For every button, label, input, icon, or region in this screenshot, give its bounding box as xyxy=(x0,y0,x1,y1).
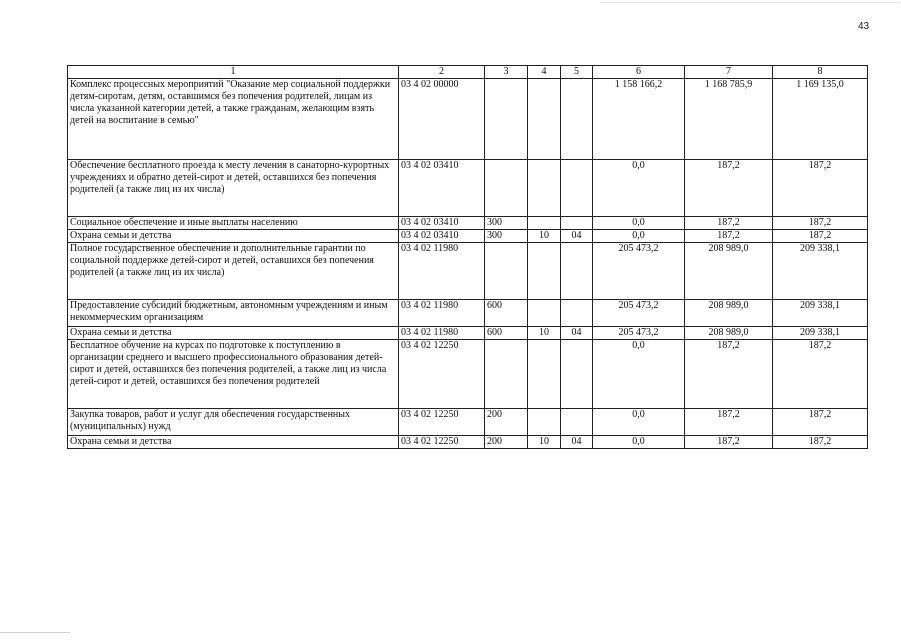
row-subsection xyxy=(561,160,593,217)
row-section xyxy=(528,340,561,409)
row-section xyxy=(528,160,561,217)
row-value-8: 187,2 xyxy=(773,340,868,409)
row-value-6: 205 473,2 xyxy=(593,300,685,327)
row-section: 10 xyxy=(528,436,561,449)
row-name: Полное государственное обеспечение и дополнительные гарантии по социальной поддержке детей-сирот и детей, оставшихся без попечения родителей (а также лиц из их числа) xyxy=(68,243,399,300)
row-subsection xyxy=(561,243,593,300)
column-header-4: 4 xyxy=(528,66,561,79)
row-value-6: 205 473,2 xyxy=(593,243,685,300)
column-header-6: 6 xyxy=(593,66,685,79)
row-value-8: 187,2 xyxy=(773,436,868,449)
page-number: 43 xyxy=(858,21,870,32)
row-expense-type xyxy=(485,160,528,217)
row-subsection xyxy=(561,340,593,409)
row-name: Охрана семьи и детства xyxy=(68,230,399,243)
row-value-8: 1 169 135,0 xyxy=(773,79,868,160)
row-value-6: 205 473,2 xyxy=(593,327,685,340)
row-value-8: 209 338,1 xyxy=(773,243,868,300)
row-subsection: 04 xyxy=(561,436,593,449)
column-header-1: 1 xyxy=(68,66,399,79)
row-name: Закупка товаров, работ и услуг для обеспечения государственных (муниципальных) нужд xyxy=(68,409,399,436)
table-row xyxy=(68,230,868,243)
row-value-6: 1 158 166,2 xyxy=(593,79,685,160)
table-row xyxy=(68,79,868,160)
scan-edge-mark xyxy=(0,632,70,633)
table-row xyxy=(68,327,868,340)
row-code: 03 4 02 03410 xyxy=(399,160,485,217)
row-value-7: 208 989,0 xyxy=(685,300,773,327)
row-value-7: 187,2 xyxy=(685,436,773,449)
row-name: Бесплатное обучение на курсах по подготовке к поступлению в организации среднего и высшего профессионального образования детей-сирот и детей, оставшихся без попечения родителей, а также лиц из числа детей-сирот и детей, оставшихся без попечения родителей xyxy=(68,340,399,409)
row-value-7: 187,2 xyxy=(685,160,773,217)
row-name: Комплекс процессных мероприятий "Оказание мер социальной поддержки детям-сиротам, детям, оставшимся без попечения родителей, лицам из числа указанной категории детей, а также гражданам, желающим взять детей на воспитание в семью" xyxy=(68,79,399,160)
row-name: Охрана семьи и детства xyxy=(68,327,399,340)
row-value-6: 0,0 xyxy=(593,340,685,409)
row-subsection: 04 xyxy=(561,230,593,243)
row-section xyxy=(528,300,561,327)
row-code: 03 4 02 03410 xyxy=(399,230,485,243)
budget-table xyxy=(67,65,868,449)
column-header-2: 2 xyxy=(399,66,485,79)
row-value-6: 0,0 xyxy=(593,436,685,449)
row-subsection xyxy=(561,409,593,436)
row-value-8: 187,2 xyxy=(773,230,868,243)
row-expense-type: 300 xyxy=(485,217,528,230)
row-code: 03 4 02 11980 xyxy=(399,243,485,300)
row-name: Предоставление субсидий бюджетным, автономным учреждениям и иным некоммерческим организациям xyxy=(68,300,399,327)
row-subsection: 04 xyxy=(561,327,593,340)
table-row xyxy=(68,217,868,230)
row-value-8: 209 338,1 xyxy=(773,327,868,340)
row-section xyxy=(528,409,561,436)
row-value-7: 187,2 xyxy=(685,340,773,409)
row-code: 03 4 02 03410 xyxy=(399,217,485,230)
row-expense-type: 200 xyxy=(485,409,528,436)
row-value-7: 187,2 xyxy=(685,409,773,436)
row-section xyxy=(528,217,561,230)
row-code: 03 4 02 11980 xyxy=(399,327,485,340)
row-section xyxy=(528,243,561,300)
row-code: 03 4 02 12250 xyxy=(399,340,485,409)
table-row xyxy=(68,340,868,409)
row-value-6: 0,0 xyxy=(593,217,685,230)
column-header-3: 3 xyxy=(485,66,528,79)
row-code: 03 4 02 12250 xyxy=(399,436,485,449)
row-name: Охрана семьи и детства xyxy=(68,436,399,449)
row-expense-type xyxy=(485,340,528,409)
table-row xyxy=(68,160,868,217)
column-header-8: 8 xyxy=(773,66,868,79)
row-code: 03 4 02 00000 xyxy=(399,79,485,160)
table-row xyxy=(68,436,868,449)
column-header-7: 7 xyxy=(685,66,773,79)
row-value-8: 187,2 xyxy=(773,217,868,230)
row-subsection xyxy=(561,300,593,327)
header-row xyxy=(68,66,868,79)
row-expense-type xyxy=(485,79,528,160)
row-subsection xyxy=(561,217,593,230)
column-header-5: 5 xyxy=(561,66,593,79)
row-section xyxy=(528,79,561,160)
row-value-6: 0,0 xyxy=(593,230,685,243)
row-value-6: 0,0 xyxy=(593,409,685,436)
row-value-7: 208 989,0 xyxy=(685,243,773,300)
row-expense-type: 600 xyxy=(485,300,528,327)
row-section: 10 xyxy=(528,230,561,243)
row-section: 10 xyxy=(528,327,561,340)
row-expense-type: 600 xyxy=(485,327,528,340)
row-name: Обеспечение бесплатного проезда к месту лечения в санаторно-курортных учреждениях и обратно детей-сирот и детей, оставшихся без попечения родителей (а также лиц из их числа) xyxy=(68,160,399,217)
row-value-7: 208 989,0 xyxy=(685,327,773,340)
table-row xyxy=(68,243,868,300)
row-value-7: 187,2 xyxy=(685,230,773,243)
row-expense-type: 300 xyxy=(485,230,528,243)
row-value-8: 209 338,1 xyxy=(773,300,868,327)
table-row xyxy=(68,409,868,436)
row-code: 03 4 02 12250 xyxy=(399,409,485,436)
scan-edge-line xyxy=(600,2,900,3)
row-expense-type xyxy=(485,243,528,300)
table-row xyxy=(68,300,868,327)
row-value-8: 187,2 xyxy=(773,409,868,436)
row-name: Социальное обеспечение и иные выплаты населению xyxy=(68,217,399,230)
row-subsection xyxy=(561,79,593,160)
row-value-8: 187,2 xyxy=(773,160,868,217)
row-expense-type: 200 xyxy=(485,436,528,449)
row-value-7: 187,2 xyxy=(685,217,773,230)
row-value-7: 1 168 785,9 xyxy=(685,79,773,160)
row-code: 03 4 02 11980 xyxy=(399,300,485,327)
row-value-6: 0,0 xyxy=(593,160,685,217)
